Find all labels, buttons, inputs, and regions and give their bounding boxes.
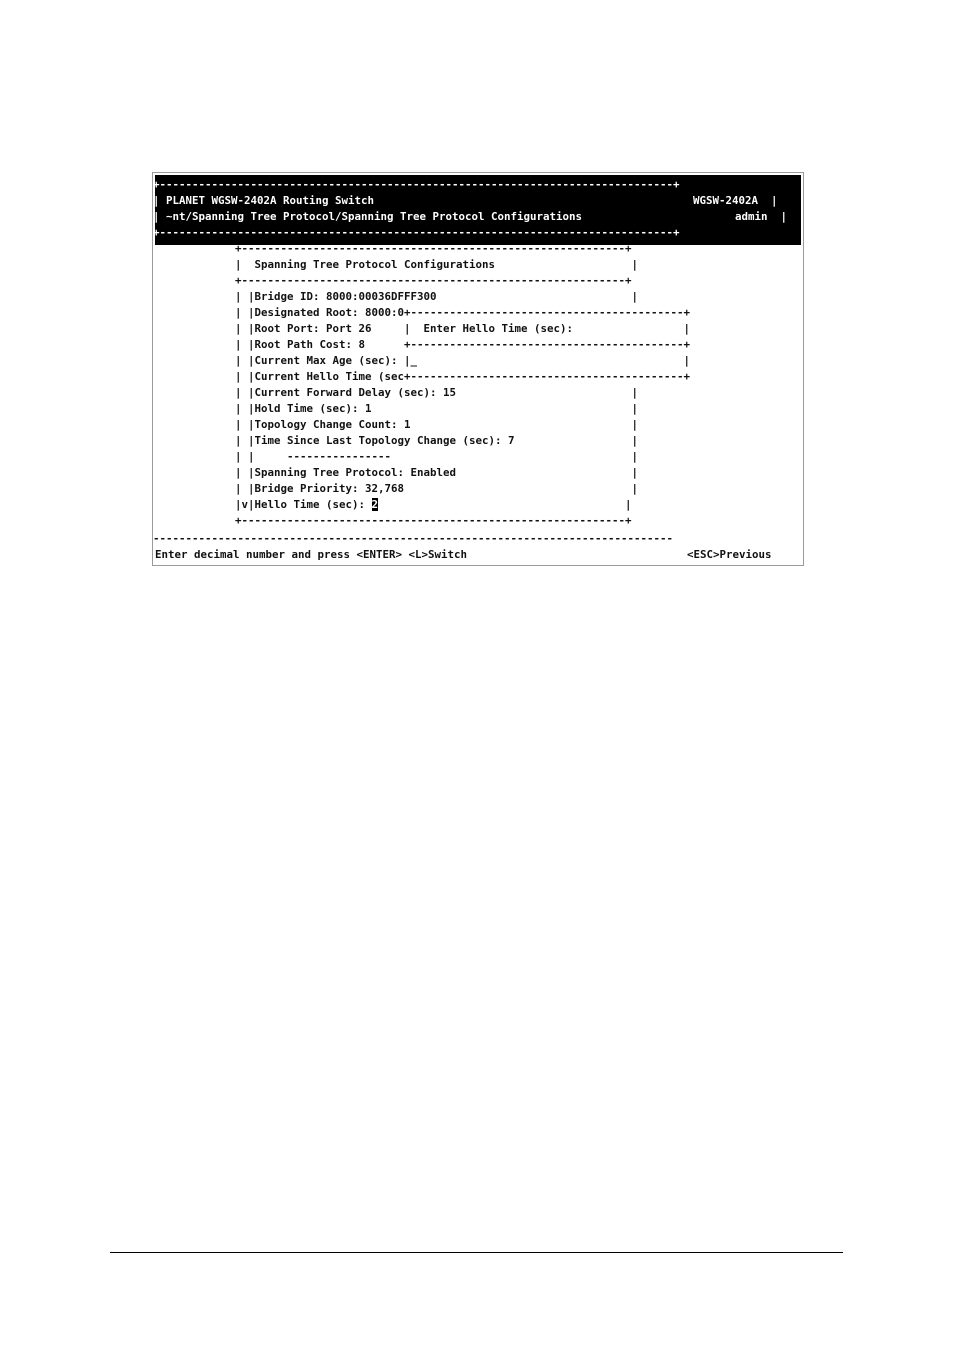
bridge-priority-row[interactable]: | |Bridge Priority: 32,768 | (235, 482, 639, 495)
page-footer-rule (110, 1252, 843, 1253)
breadcrumb-path: | ~nt/Spanning Tree Protocol/Spanning Tree Protocol Configurations (153, 210, 583, 223)
stp-status-row[interactable]: | |Spanning Tree Protocol: Enabled | (235, 466, 639, 479)
root-port-row: | |Root Port: Port 26 | Enter Hello Time (sec): | (235, 322, 691, 335)
terminal-window (152, 172, 804, 566)
bridge-id-row: | |Bridge ID: 8000:00036DFFF300 | (235, 290, 639, 303)
hello-time-row[interactable] (235, 497, 632, 513)
hold-time-row: | |Hold Time (sec): 1 | (235, 402, 639, 415)
panel-bottom-border: +-----------------------------------------------------------+ (235, 514, 632, 527)
current-user: admin | (735, 210, 788, 223)
max-age-label: | |Current Max Age (sec): | (235, 354, 411, 367)
max-age-row (235, 353, 690, 369)
hello-time-label: |v|Hello Time (sec): (235, 498, 372, 511)
current-hello-time-row: | |Current Hello Time (sec+------------------------------------------+ (235, 370, 691, 383)
panel-title: | Spanning Tree Protocol Configurations | (235, 258, 639, 271)
device-model: WGSW-2402A | (693, 194, 778, 207)
app-title: | PLANET WGSW-2402A Routing Switch (153, 194, 375, 207)
header-bottom-border: +-------------------------------------------------------------------------------+ (153, 226, 680, 239)
designated-root-row: | |Designated Root: 8000:0+------------------------------------------+ (235, 306, 691, 319)
status-hint: Enter decimal number and press <ENTER> <L>Switch (155, 548, 468, 561)
input-box-edge: | (417, 354, 691, 367)
panel-top-border: +-----------------------------------------------------------+ (235, 242, 632, 255)
header-top-border: +-------------------------------------------------------------------------------+ (153, 178, 680, 191)
esc-previous-key[interactable]: <ESC>Previous (687, 548, 772, 561)
root-path-cost-row: | |Root Path Cost: 8 +------------------------------------------+ (235, 338, 691, 351)
separator-row: | | ---------------- | (235, 450, 639, 463)
forward-delay-row: | |Current Forward Delay (sec): 15 | (235, 386, 639, 399)
status-bar-rule: -------------------------------------------------------------------------------- (153, 532, 674, 545)
hello-time-input[interactable]: _ (410, 354, 418, 367)
topology-change-count-row: | |Topology Change Count: 1 | (235, 418, 639, 431)
hello-time-row-edge: | (378, 498, 632, 511)
hello-time-value[interactable]: 2 (371, 498, 379, 511)
panel-title-border: +-----------------------------------------------------------+ (235, 274, 632, 287)
time-since-change-row: | |Time Since Last Topology Change (sec): 7 | (235, 434, 639, 447)
